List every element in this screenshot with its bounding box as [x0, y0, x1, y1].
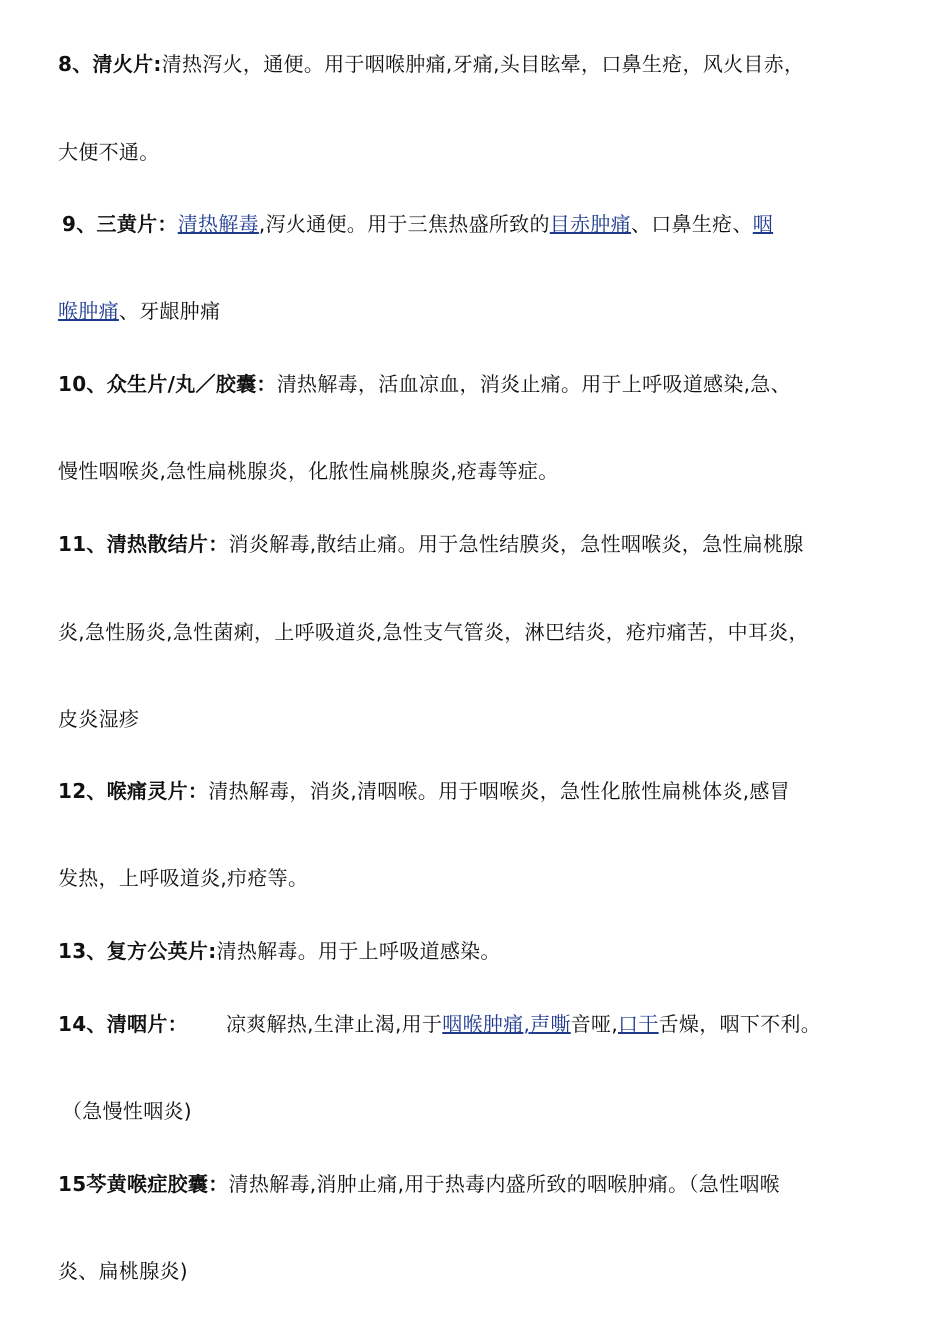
- entry-10-line-2: [58, 457, 559, 485]
- entry-11-text-cont: 炎,急性肠炎,急性菌痢，上呼吸道炎,急性支气管炎，淋巴结炎，疮疖痛苦，中耳炎，: [58, 620, 809, 644]
- entry-11-title: 11、清热散结片：: [58, 532, 229, 556]
- link-qingre-jiedu[interactable]: 清热解毒: [177, 212, 259, 236]
- link-muchi-zhongtong[interactable]: 目赤肿痛: [549, 212, 631, 236]
- entry-14-title: 14、清咽片：: [58, 1012, 188, 1036]
- entry-14-line-2: [62, 1097, 192, 1125]
- entry-10-text-cont: 慢性咽喉炎,急性扁桃腺炎，化脓性扁桃腺炎,疮毒等症。: [58, 459, 559, 483]
- entry-12-text-cont: 发热，上呼吸道炎,疖疮等。: [58, 866, 309, 890]
- entry-14-text-cont: （急慢性咽炎): [62, 1099, 192, 1123]
- entry-14-text-a: 凉爽解热,生津止渴,用于: [225, 1012, 443, 1036]
- entry-10-line-1: [58, 370, 791, 398]
- entry-9-text-a: ,泻火通便。用于三焦热盛所致的: [258, 212, 550, 236]
- entry-11-text: 消炎解毒,散结止痛。用于急性结膜炎，急性咽喉炎，急性扁桃腺: [228, 532, 804, 556]
- link-yanhou-zhongtong-part1[interactable]: 咽: [752, 212, 774, 236]
- entry-8-text-cont: 大便不通。: [58, 140, 160, 164]
- entry-14-line-1: [58, 1010, 821, 1038]
- entry-8-text: 清热泻火，通便。用于咽喉肿痛,牙痛,头目眩晕，口鼻生疮，风火目赤，: [161, 52, 805, 76]
- entry-9-line-1: [62, 210, 773, 238]
- entry-11-text-cont-2: 皮炎湿疹: [58, 707, 140, 731]
- entry-11-line-2: [58, 618, 809, 646]
- entry-8-title: 8、清火片:: [58, 52, 162, 76]
- entry-15-title: 15芩黄喉症胶囊：: [58, 1172, 229, 1196]
- entry-9-title: 9、三黄片：: [62, 212, 178, 236]
- entry-9-text-b: 、口鼻生疮、: [630, 212, 753, 236]
- entry-15-line-1: [58, 1170, 780, 1198]
- entry-13-title: 13、复方公英片:: [58, 939, 217, 963]
- link-shengsi[interactable]: 声嘶: [530, 1012, 571, 1036]
- entry-12-line-2: [58, 864, 308, 892]
- entry-15-text: 清热解毒,消肿止痛,用于热毒内盛所致的咽喉肿痛。（急性咽喉: [228, 1172, 780, 1196]
- entry-14-text-b: 音哑,: [570, 1012, 619, 1036]
- entry-10-text: 清热解毒，活血凉血，消炎止痛。用于上呼吸道感染,急、: [276, 372, 791, 396]
- link-separator[interactable]: ,: [523, 1012, 531, 1036]
- entry-11-line-1: [58, 530, 804, 558]
- entry-13-line-1: [58, 937, 501, 965]
- entry-11-line-3: [58, 705, 139, 733]
- link-yanhou-zhongtong[interactable]: 咽喉肿痛: [442, 1012, 524, 1036]
- entry-12-text: 清热解毒，消炎,清咽喉。用于咽喉炎，急性化脓性扁桃体炎,感冒: [208, 779, 790, 803]
- entry-14-text-c: 舌燥，咽下不利。: [658, 1012, 822, 1036]
- entry-8-line-2: [58, 138, 160, 166]
- entry-12-title: 12、喉痛灵片：: [58, 779, 209, 803]
- entry-15-text-cont: 炎、扁桃腺炎): [58, 1259, 188, 1283]
- entry-9-line-2: [58, 297, 220, 325]
- entry-8-line-1: [58, 50, 804, 78]
- entry-13-text: 清热解毒。用于上呼吸道感染。: [216, 939, 501, 963]
- link-kougan[interactable]: 口干: [618, 1012, 659, 1036]
- entry-12-line-1: [58, 777, 790, 805]
- entry-15-line-2: [58, 1257, 188, 1285]
- entry-9-text-c: 、牙龈肿痛: [118, 299, 221, 323]
- link-yanhou-zhongtong-part2[interactable]: 喉肿痛: [58, 299, 119, 323]
- entry-10-title: 10、众生片/丸／胶囊：: [58, 372, 277, 396]
